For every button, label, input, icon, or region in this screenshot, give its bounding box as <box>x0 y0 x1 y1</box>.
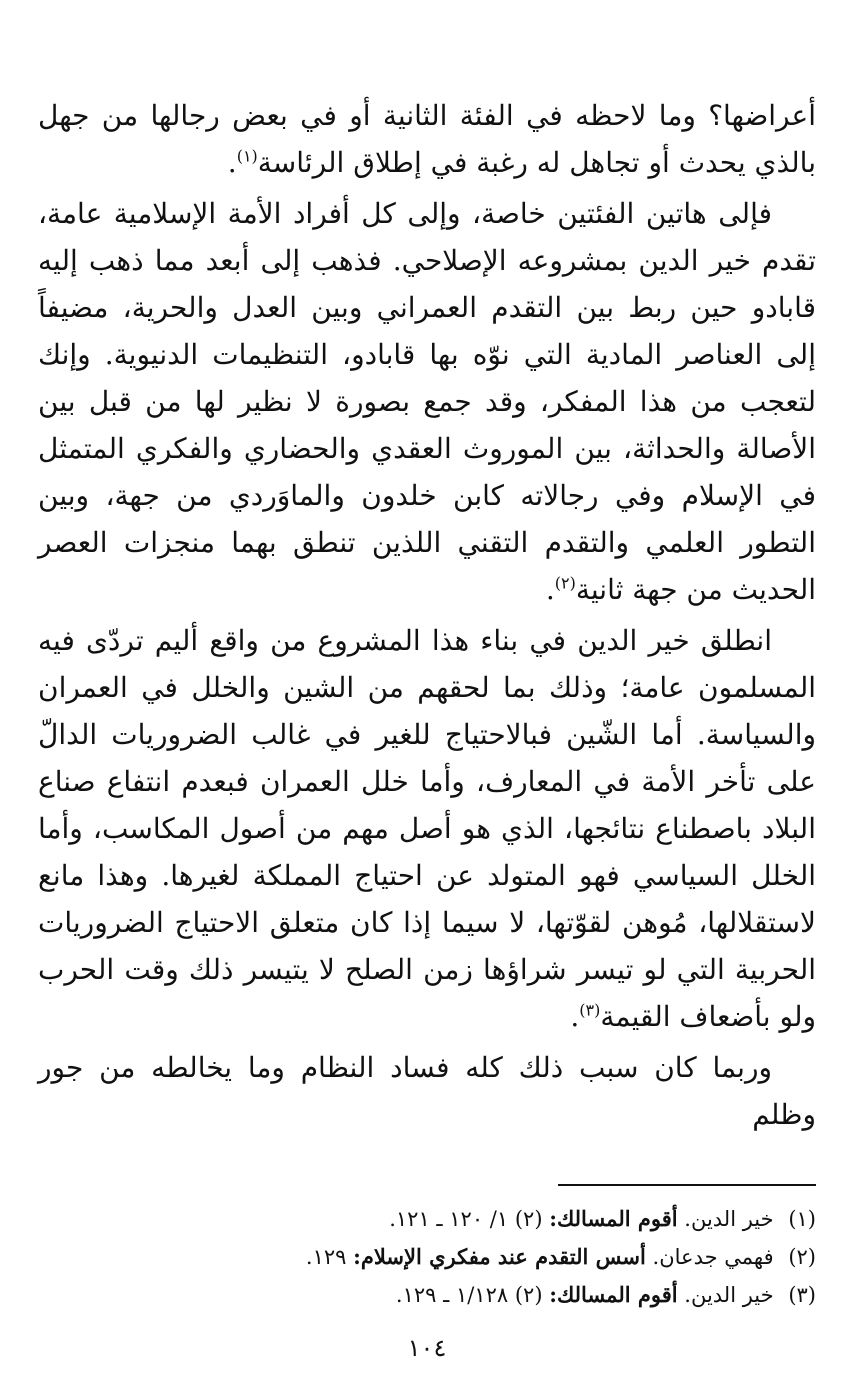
footnote-3: (٣) خير الدين. أقوم المسالك: (٢) ١/١٢٨ ـ ١٢٩. <box>395 1282 816 1307</box>
page-number: ١٠٤ <box>407 1334 447 1362</box>
paragraph-1: أعراضها؟ وما لاحظه في الفئة الثانية أو في بعض رجالها من جهل بالذي يحدث أو تجاهل له رغبة في إطلاق الرئاسة$^{(١)}$. <box>38 99 816 179</box>
document-page <box>38 92 816 1362</box>
paragraph-3: انطلق خير الدين في بناء هذا المشروع من واقع أليم تردّى فيه المسلمون عامة؛ وذلك بما لحقهم من الشين والخلل في العمران والسياسة. أما الشّين فبالاحتياج للغير في غالب الضروريات الدالّ على تأخر الأمة في المعارف، وأما خلل العمران فبعدم انتفاع صناع البلاد باصطناع نتائجها، الذي هو أصل مهم من أصول المكاسب، وأما الخلل السياسي فهو المتولد عن احتياج المملكة لغيرها. وهذا مانع لاستقلالها، مُوهن لقوّتها، لا سيما إذا كان متعلق الاحتياج الضروريات الحربية التي لو تيسر شراؤها زمن الصلح لا يتيسر ذلك وقت الحرب ولو بأضعاف القيمة$^{(٣)}$. <box>38 624 817 1033</box>
footnote-1: (١) خير الدين. أقوم المسالك: (٢) ١/ ١٢٠ ـ ١٢١. <box>389 1206 816 1231</box>
footnote-ref-3: (٣) <box>579 1000 601 1020</box>
body-text <box>38 92 816 1138</box>
footnote-ref-1: (١) <box>236 146 258 166</box>
footnote-2: (٢) فهمي جدعان. أسس التقدم عند مفكري الإسلام: ١٢٩. <box>305 1244 816 1269</box>
footnote-ref-2: (٢) <box>554 573 576 593</box>
footnotes <box>38 1200 816 1314</box>
paragraph-2: فإلى هاتين الفئتين خاصة، وإلى كل أفراد الأمة الإسلامية عامة، تقدم خير الدين بمشروعه الإصلاحي. فذهب إلى أبعد مما ذهب إليه قابادو حين ربط بين التقدم العمراني وبين العدل والحرية، مضيفاً إلى العناصر المادية التي نوّه بها قابادو، التنظيمات الدنيوية. وإنك لتعجب من هذا المفكر، وقد جمع بصورة لا نظير لها من قبل بين الأصالة والحداثة، بين الموروث العقدي والحضاري والفكري المتمثل في الإسلام وفي رجالاته كابن خلدون والماوَردي من جهة، وبين التطور العلمي والتقدم التقني اللذين تنطق بهما منجزات العصر الحديث من جهة ثانية$^{(٢)}$. <box>38 197 816 606</box>
footnote-separator <box>558 1184 816 1186</box>
paragraph-4: وربما كان سبب ذلك كله فساد النظام وما يخالطه من جور وظلم <box>38 1051 816 1131</box>
